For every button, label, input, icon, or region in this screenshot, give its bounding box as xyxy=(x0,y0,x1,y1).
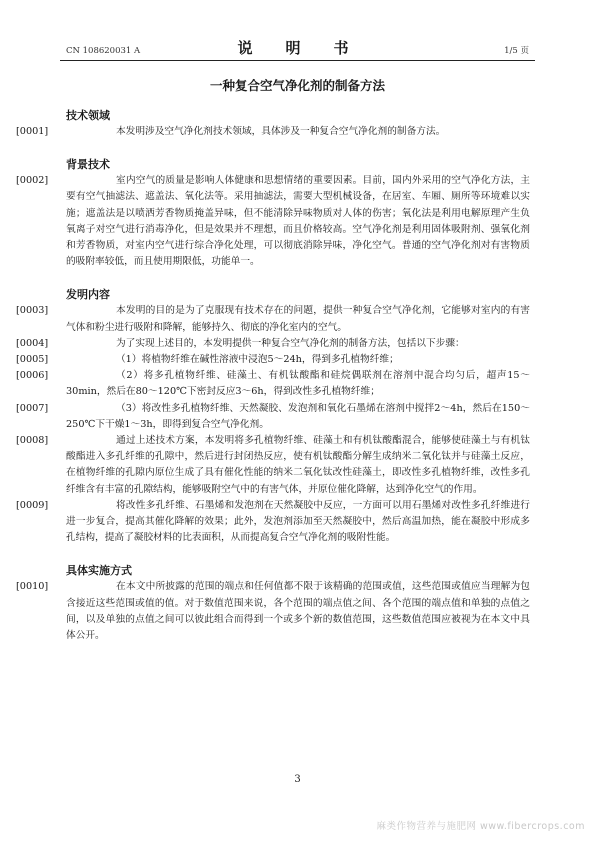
document-body xyxy=(16,108,530,644)
paragraph-0007 xyxy=(16,401,530,433)
paragraph-text: （2）将多孔植物纤维、硅藻土、有机钛酸酯和硅烷偶联剂在溶剂中混合均匀后，超声15～30min，然后在80～120℃下密封反应3～6h，得到改性多孔植物纤维； xyxy=(66,370,530,398)
paragraph-text: 室内空气的质量是影响人体健康和思想情绪的重要因素。目前，国内外采用的空气净化方法，主要有空气抽滤法、遮盖法、氧化法等。采用抽滤法，需要大型机械设备，在居室、车厢、厕所等环境难以实施；遮盖法是以喷洒芳香物质掩盖异味，但不能清除异味物质对人体的伤害；氧化法是利用电解原理产生负氧离子对空气进行消毒净化，但是效果并不理想，而且价格较高。空气净化剂是利用固体吸附剂、强氧化剂和芳香物质，对室内空气进行综合净化处理，可以彻底消除异味，净化空气。普通的空气净化剂对有害物质的吸附率较低，而且使用期限低，功能单一。 xyxy=(66,175,530,268)
paragraph-0001 xyxy=(16,124,530,140)
paragraph-number: [0009] xyxy=(16,499,49,511)
watermark: 麻类作物营养与施肥网 www.fibercrops.com xyxy=(376,821,585,832)
paragraph-number: [0007] xyxy=(16,402,49,414)
paragraph-0010 xyxy=(16,579,530,644)
page-of-total: 1/5 页 xyxy=(504,46,529,56)
paragraph-text: （1）将植物纤维在碱性溶液中浸泡5～24h，得到多孔植物纤维； xyxy=(116,354,399,366)
paragraph-0008 xyxy=(16,433,530,498)
paragraph-0002 xyxy=(16,173,530,270)
paragraph-text: 通过上述技术方案，本发明将多孔植物纤维、硅藻土和有机钛酸酯混合，能够使硅藻土与有机钛酸酯进入多孔纤维的孔隙中，然后进行封闭热反应，使有机钛酸酯分解生成纳米二氧化钛并与硅藻土反应，在植物纤维的孔隙内原位生成了具有催化性能的纳米二氧化钛改性硅藻土，即改性多孔植物纤维，改性多孔纤维含有丰富的孔隙结构，能够吸附空气中的有害气体，并原位催化降解，达到净化空气的作用。 xyxy=(66,435,530,495)
doc-number: CN 108620031 A xyxy=(66,46,141,56)
paragraph-0009 xyxy=(16,498,530,547)
paragraph-number: [0008] xyxy=(16,435,49,447)
paragraph-number: [0006] xyxy=(16,370,49,382)
paragraph-text: 在本文中所披露的范围的端点和任何值都不限于该精确的范围或值，这些范围或值应当理解为包含接近这些范围或值的值。对于数值范围来说，各个范围的端点值之间、各个范围的端点值和单独的点值之间，以及单独的点值之间可以彼此组合而得到一个或多个新的数值范围，这些数值范围应被视为在本文中具体公开。 xyxy=(66,581,530,642)
paragraph-text: 为了实现上述目的，本发明提供一种复合空气净化剂的制备方法，包括以下步骤： xyxy=(116,337,465,349)
paragraph-number: [0010] xyxy=(16,581,49,593)
doc-type-title: 说 明 书 xyxy=(237,39,358,57)
paragraph-0004 xyxy=(16,336,530,352)
paragraph-text: 本发明的目的是为了克服现有技术存在的问题，提供一种复合空气净化剂，它能够对室内的有害气体和粉尘进行吸附和降解，能够持久、彻底的净化室内的空气。 xyxy=(66,305,530,333)
paragraph-text: 将改性多孔纤维、石墨烯和发泡剂在天然凝胶中反应，一方面可以用石墨烯对改性多孔纤维进行进一步复合，提高其催化降解的效果；此外，发泡剂添加至天然凝胶中，然后高温加热，能在凝胶中形成多孔结构，提高了凝胶材料的比表面积，从而提高复合空气净化剂的吸附性能。 xyxy=(66,499,530,544)
section-heading-invention: 发明内容 xyxy=(66,288,110,302)
paragraph-number: [0001] xyxy=(16,126,49,137)
page-header xyxy=(66,36,529,58)
paragraph-number: [0002] xyxy=(16,175,49,187)
paragraph-number: [0003] xyxy=(16,305,49,317)
paragraph-0005 xyxy=(16,352,530,368)
paragraph-text: （3）将改性多孔植物纤维、天然凝胶、发泡剂和氧化石墨烯在溶剂中搅拌2～4h，然后在150～250℃下干燥1～3h，即得到复合空气净化剂。 xyxy=(66,402,530,430)
section-heading-embodiment: 具体实施方式 xyxy=(66,564,132,578)
paragraph-number: [0004] xyxy=(16,337,49,349)
paragraph-0006 xyxy=(16,368,530,400)
header-rule xyxy=(60,60,535,61)
paragraph-0003 xyxy=(16,303,530,335)
section-heading-tech-field: 技术领域 xyxy=(66,109,110,122)
paragraph-number: [0005] xyxy=(16,354,49,366)
paragraph-text: 本发明涉及空气净化剂技术领域，具体涉及一种复合空气净化剂的制备方法。 xyxy=(116,126,446,137)
page-number: 3 xyxy=(294,774,301,785)
section-heading-background: 背景技术 xyxy=(66,158,110,172)
document-title: 一种复合空气净化剂的制备方法 xyxy=(209,78,385,93)
